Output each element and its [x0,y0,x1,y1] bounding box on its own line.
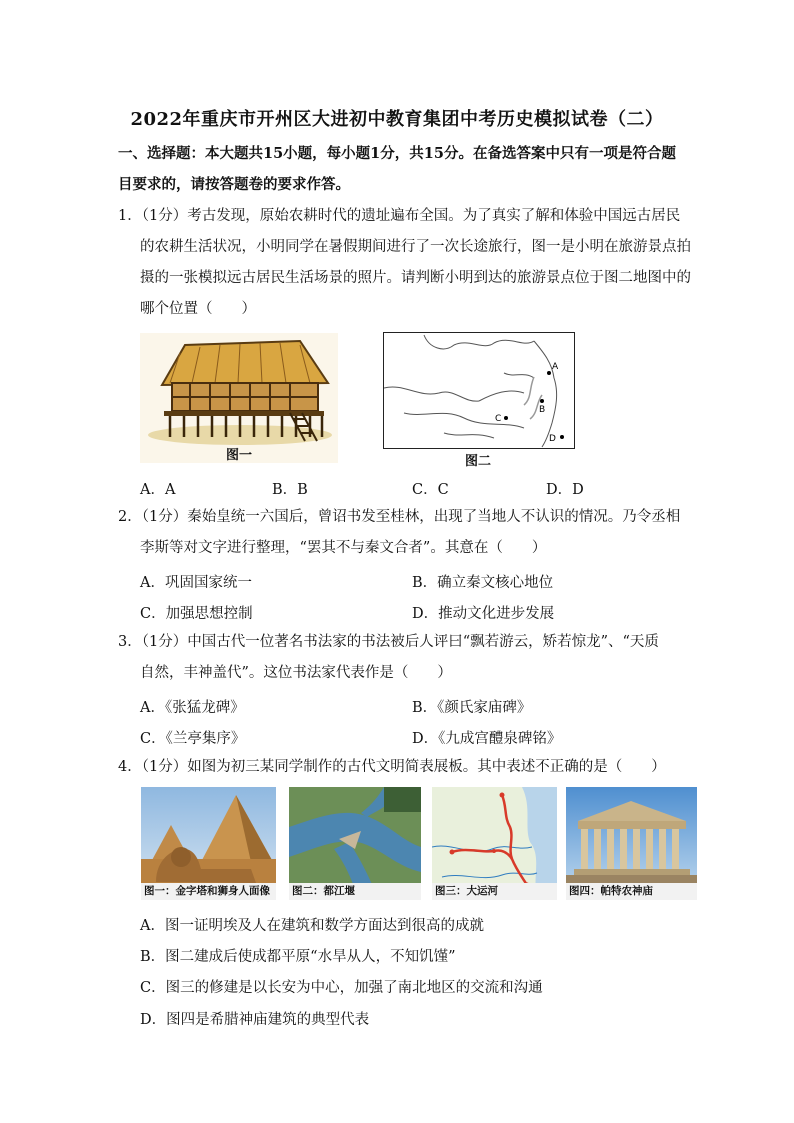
q4-line-1: 4．（1分）如图为初三某同学制作的古代文明简表展板。其中表述不正确的是（ ） [118,759,666,775]
q1-option-c[interactable]: C．C [412,482,449,498]
exam-title: 2022年重庆市开州区大进初中教育集团中考历史模拟试卷（二） [130,109,664,130]
map-label-b: B [539,405,546,415]
q3-option-c[interactable]: C．《兰亭集序》 [140,731,246,747]
q2-option-b[interactable]: B．确立秦文核心地位 [412,575,554,591]
q1-option-d[interactable]: D．D [546,482,584,498]
q2-option-a[interactable]: A．巩固国家统一 [140,575,252,591]
q2-option-c[interactable]: C．加强思想控制 [140,606,253,622]
q1-figure-1-caption: 图一 [225,448,252,463]
q3-option-d[interactable]: D．《九成宫醴泉碑铭》 [412,731,562,747]
section-line-1: 一、选择题：本大题共15小题，每小题1分，共15分。在备选答案中只有一项是符合题 [118,145,676,162]
map-label-a: A [552,362,559,372]
q1-option-b[interactable]: B．B [272,482,308,498]
q4-option-a[interactable]: A．图一证明埃及人在建筑和数学方面达到很高的成就 [140,918,484,934]
q3-line-2: 自然，丰神盖代”。这位书法家代表作是（ ） [140,665,452,681]
question-1 [118,201,698,325]
question-3 [118,627,698,689]
q1-line-3: 摄的一张模拟远古居民生活场景的照片。请判断小明到达的旅游景点位于图二地图中的 [140,270,691,286]
q4-image-3-caption: 图三：大运河 [432,883,557,900]
question-4 [118,752,698,783]
q2-option-d[interactable]: D．推动文化进步发展 [412,606,555,622]
q4-image-3 [432,787,557,900]
china-map-image [384,333,574,448]
q2-line-1: 2．（1分）秦始皇统一六国后，曾诏书发至桂林，出现了当地人不认识的情况。乃令丞相 [118,509,681,525]
q1-line-4: 哪个位置（ ） [140,301,256,317]
q4-image-4 [566,787,697,900]
q1-figure-2 [383,332,575,449]
q4-option-d[interactable]: D．图四是希腊神庙建筑的典型代表 [140,1012,370,1028]
q4-image-1-caption: 图一：金字塔和狮身人面像 [141,883,276,900]
q1-line-2: 的农耕生活状况，小明同学在暑假期间进行了一次长途旅行，图一是小明在旅游景点拍 [140,239,691,255]
section-line-2: 目要求的，请按答题卷的要求作答。 [118,176,350,193]
section-heading [118,138,708,200]
q4-option-c[interactable]: C．图三的修建是以长安为中心，加强了南北地区的交流和沟通 [140,980,543,996]
q4-image-4-caption: 图四：帕特农神庙 [566,883,697,900]
q4-image-1 [141,787,276,900]
q1-figure-2-caption: 图二 [464,454,491,469]
q3-line-1: 3．（1分）中国古代一位著名书法家的书法被后人评曰“飘若游云，矫若惊龙”、“天质 [118,634,659,650]
map-label-d: D [549,434,556,444]
q1-option-a[interactable]: A．A [140,482,176,498]
map-label-c: C [495,414,502,424]
q1-line-1: 1．（1分）考古发现，原始农耕时代的遗址遍布全国。为了真实了解和体验中国远古居民 [118,208,681,224]
q4-image-2 [289,787,421,900]
q3-option-a[interactable]: A．《张猛龙碑》 [140,700,245,716]
question-2 [118,502,698,564]
q3-option-b[interactable]: B．《颜氏家庙碑》 [412,700,532,716]
q4-option-b[interactable]: B．图二建成后使成都平原“水旱从人，不知饥馑” [140,949,456,965]
q4-image-2-caption: 图二：都江堰 [289,883,421,900]
q2-line-2: 李斯等对文字进行整理，“罢其不与秦文合者”。其意在（ ） [140,540,547,556]
